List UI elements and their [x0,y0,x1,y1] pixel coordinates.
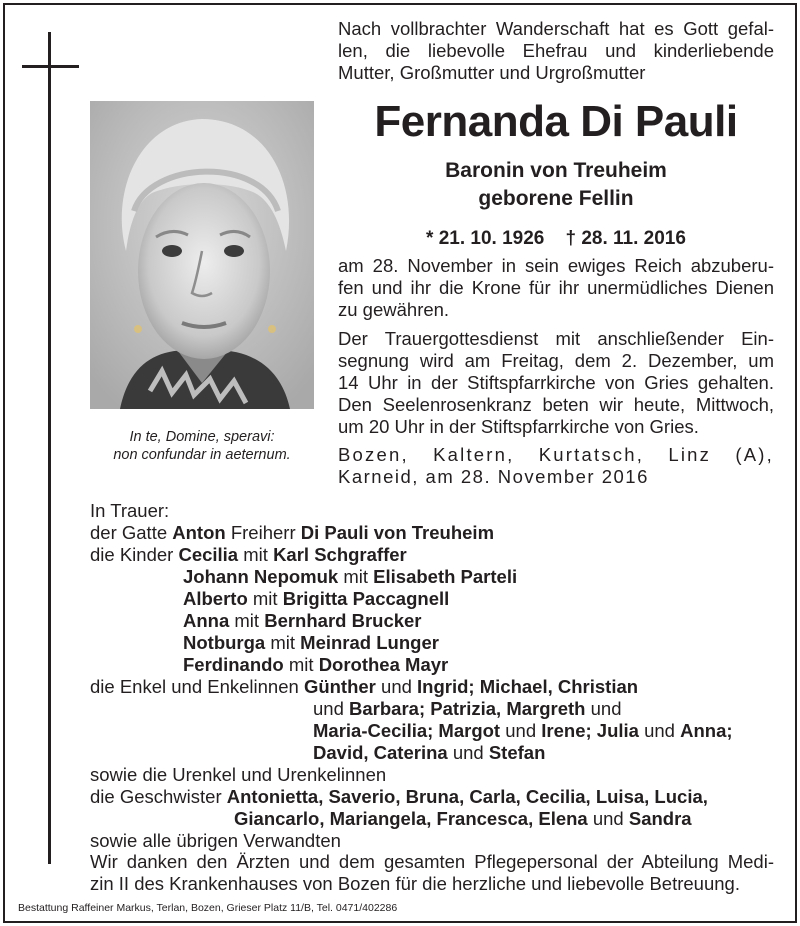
places-line: Bozen, Kaltern, Kurtatsch, Linz (A), [338,444,774,465]
noble-title: Baronin von Treuheim [445,159,667,182]
portrait-photo [90,101,314,409]
life-dates: * 21. 10. 1926 † 28. 11. 2016 [426,228,686,249]
child-line: Ferdinando mit Dorothea Mayr [183,654,449,675]
siblings-line: die Geschwister Antonietta, Saverio, Bruna, Carla, Cecilia, Luisa, Lucia, [90,786,708,807]
intro-line: Nach vollbrachter Wanderschaft hat es Gott gefal- [338,18,774,39]
funeral-line: um 20 Uhr in der Stiftspfarrkirche von Gries. [338,416,699,437]
child-line: Notburga mit Meinrad Lunger [183,632,439,653]
cross-icon [48,32,51,864]
grandchildren-line: und Barbara; Patrizia, Margreth und [313,698,622,719]
child-line: Alberto mit Brigitta Paccagnell [183,588,450,609]
funeral-line: 14 Uhr in der Stiftspfarrkirche von Gries gehalten. [338,372,774,393]
intro-line: len, die liebevolle Ehefrau und kinderliebende [338,40,774,61]
relatives-line: sowie alle übrigen Verwandten [90,830,341,851]
announcement-text [338,255,774,438]
funeral-line: Den Seelenrosenkranz beten wir heute, Mittwoch, [338,394,774,415]
thanks-text [90,851,774,895]
body-line: zu gewähren. [338,299,450,320]
grandchildren-line: die Enkel und Enkelinnen Günther und Ingrid; Michael, Christian [90,676,639,697]
thanks-line: zin II des Krankenhauses von Bozen für die herzliche und liebevolle Betreuung. [90,873,740,894]
siblings-line: Giancarlo, Mariangela, Francesca, Elena und Sandra [234,808,692,829]
grandchildren-line: David, Caterina und Stefan [313,742,546,763]
intro-line: Mutter, Großmutter und Urgroßmutter [338,62,646,83]
caption-line: In te, Domine, speravi: [129,429,275,445]
funeral-line: segnung wird am Freitag, dem 2. Dezember, um [338,350,774,371]
grandchildren-line: Maria-Cecilia; Margot und Irene; Julia und Anna; [313,720,733,741]
body-line: fen und ihr die Krone für ihr unermüdliches Dienen [338,277,774,298]
child-line: Johann Nepomuk mit Elisabeth Parteli [183,566,518,587]
undertaker-footer: Bestattung Raffeiner Markus, Terlan, Bozen, Grieser Platz 11/B, Tel. 0471/402286 [18,902,398,914]
child-line: die Kinder Cecilia mit Karl Schgraffer [90,544,407,565]
funeral-line: Der Trauergottesdienst mit anschließender Ein- [338,328,774,349]
photo-caption [90,428,314,464]
great-grandchildren-line: sowie die Urenkel und Urenkelinnen [90,764,387,785]
caption-line: non confundar in aeternum. [113,447,291,463]
body-line: am 28. November in sein ewiges Reich abzuberu- [338,255,774,276]
deceased-name: Fernanda Di Pauli [374,97,738,146]
mourners-list [90,500,790,852]
birth-name: geborene Fellin [478,187,634,210]
child-line: Anna mit Bernhard Brucker [183,610,422,631]
places-date [338,444,774,488]
thanks-line: Wir danken den Ärzten und dem gesamten Pflegepersonal der Abteilung Medi- [90,851,774,872]
intro-text [338,18,774,84]
cross-icon-bar [22,65,79,68]
places-line: Karneid, am 28. November 2016 [338,466,649,487]
spouse-line: der Gatte Anton Freiherr Di Pauli von Treuheim [90,522,495,543]
mourning-heading: In Trauer: [90,500,170,521]
